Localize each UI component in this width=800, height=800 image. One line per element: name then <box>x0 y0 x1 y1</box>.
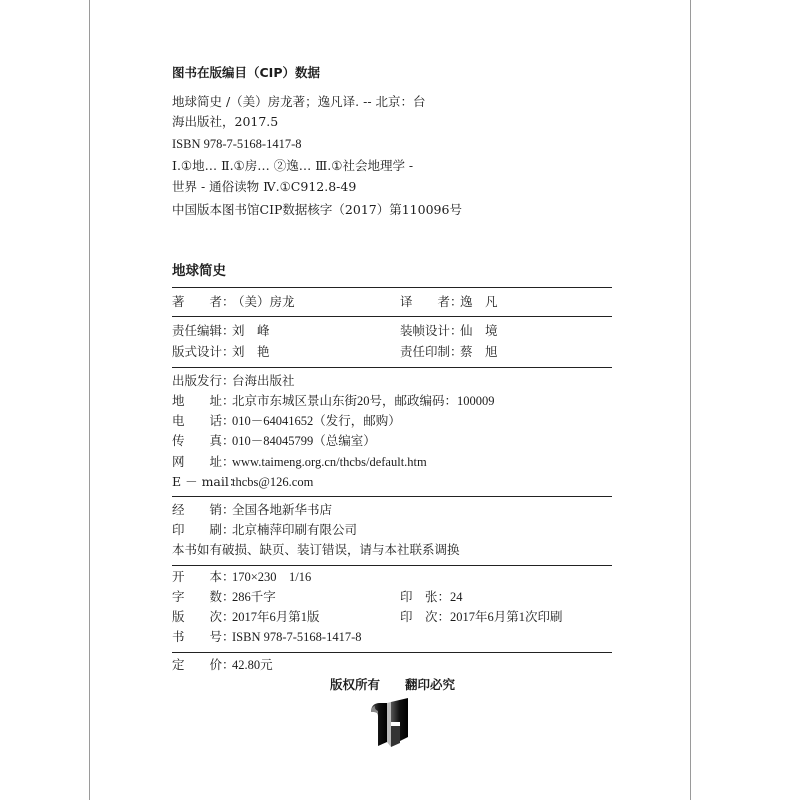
layout-design-field <box>172 343 270 361</box>
edition-field <box>172 608 320 626</box>
printer-field <box>172 521 357 539</box>
format-field <box>172 568 311 586</box>
field-label: 定 价： <box>172 657 235 672</box>
field-label: 版式设计： <box>172 344 235 359</box>
field-value: 逸 凡 <box>460 295 498 309</box>
fax-field <box>172 432 376 450</box>
book-title: 地球简史 <box>172 263 226 279</box>
defect-notice: 本书如有破损、缺页、装订错误，请与本社联系调换 <box>172 542 460 557</box>
divider <box>172 287 612 288</box>
email-field <box>172 473 313 491</box>
cip-heading: 图书在版编目（CIP）数据 <box>172 65 320 80</box>
publisher-logo-icon <box>369 697 411 747</box>
field-label: 电 话： <box>172 413 235 428</box>
word-count-field <box>172 588 276 606</box>
print-supervisor-field <box>400 343 498 361</box>
field-value: 台海出版社 <box>232 374 295 388</box>
field-value: 2017年6月第1版 <box>232 610 320 624</box>
field-value: 24 <box>450 590 463 604</box>
field-value: www.taimeng.org.cn/thcbs/default.htm <box>232 455 427 469</box>
website-field <box>172 453 427 471</box>
field-label: 开 本： <box>172 569 235 584</box>
cip-line: 海出版社，2017.5 <box>172 114 279 129</box>
field-value: 010－64041652（发行，邮购） <box>232 414 401 428</box>
field-value: 42.80元 <box>232 658 273 672</box>
address-field <box>172 392 495 410</box>
field-label: 出版发行： <box>172 373 235 388</box>
field-label: 地 址： <box>172 393 235 408</box>
field-value: 010－84045799（总编室） <box>232 434 376 448</box>
field-label: 责任编辑： <box>172 323 235 338</box>
editor-field <box>172 322 270 340</box>
no-reprint: 翻印必究 <box>405 677 456 692</box>
translator-field <box>400 293 498 311</box>
price-field <box>172 656 273 674</box>
cover-design-field <box>400 322 498 340</box>
field-value: 北京市东城区景山东街20号，邮政编码：100009 <box>232 394 495 408</box>
field-value: 2017年6月第1次印刷 <box>450 610 563 624</box>
field-label: 印 刷： <box>172 522 235 537</box>
field-label: 传 真： <box>172 433 235 448</box>
field-value: thcbs@126.com <box>232 475 314 489</box>
divider <box>172 565 612 566</box>
cip-line: 世界 - 通俗读物 Ⅳ.①C912.8-49 <box>172 179 357 194</box>
field-value: 刘 峰 <box>232 324 270 338</box>
isbn-field <box>172 628 362 646</box>
field-value: ISBN 978-7-5168-1417-8 <box>232 630 362 644</box>
divider <box>172 367 612 368</box>
printing-field <box>400 608 563 626</box>
field-label: 经 销： <box>172 502 235 517</box>
divider <box>172 652 612 653</box>
field-value: 全国各地新华书店 <box>232 503 333 517</box>
field-label: 装帧设计： <box>400 323 463 338</box>
cip-line: ISBN 978-7-5168-1417-8 <box>172 137 302 151</box>
field-label: 网 址： <box>172 454 235 469</box>
field-label: 版 次： <box>172 609 235 624</box>
field-label: 著 者： <box>172 294 235 309</box>
cip-line: 地球简史 /（美）房龙著；逸凡译. -- 北京：台 <box>172 94 426 109</box>
field-label: 书 号： <box>172 629 235 644</box>
field-label: 字 数： <box>172 589 235 604</box>
divider <box>172 316 612 317</box>
field-value: 170×230 1/16 <box>232 570 312 584</box>
cip-line: 中国版本图书馆CIP数据核字（2017）第110096号 <box>172 202 462 217</box>
field-value: 北京楠萍印刷有限公司 <box>232 523 358 537</box>
field-label: 印 次： <box>400 609 451 624</box>
field-label: 责任印制： <box>400 344 463 359</box>
field-value: 蔡 旭 <box>460 345 498 359</box>
distributor-field <box>172 501 332 519</box>
field-label: 译 者： <box>400 294 463 309</box>
field-value: （美）房龙 <box>232 295 295 309</box>
field-label: E － mail： <box>172 474 242 489</box>
cip-line: Ⅰ.①地… Ⅱ.①房… ②逸… Ⅲ.①社会地理学 - <box>172 158 414 173</box>
phone-field <box>172 412 401 430</box>
rights-reserved: 版权所有 <box>330 677 381 692</box>
divider <box>172 496 612 497</box>
field-value: 286千字 <box>232 590 276 604</box>
field-value: 仙 境 <box>460 324 498 338</box>
sheets-field <box>400 588 463 606</box>
field-value: 刘 艳 <box>232 345 270 359</box>
publisher-field <box>172 372 295 390</box>
field-label: 印 张： <box>400 589 451 604</box>
author-field <box>172 293 295 311</box>
